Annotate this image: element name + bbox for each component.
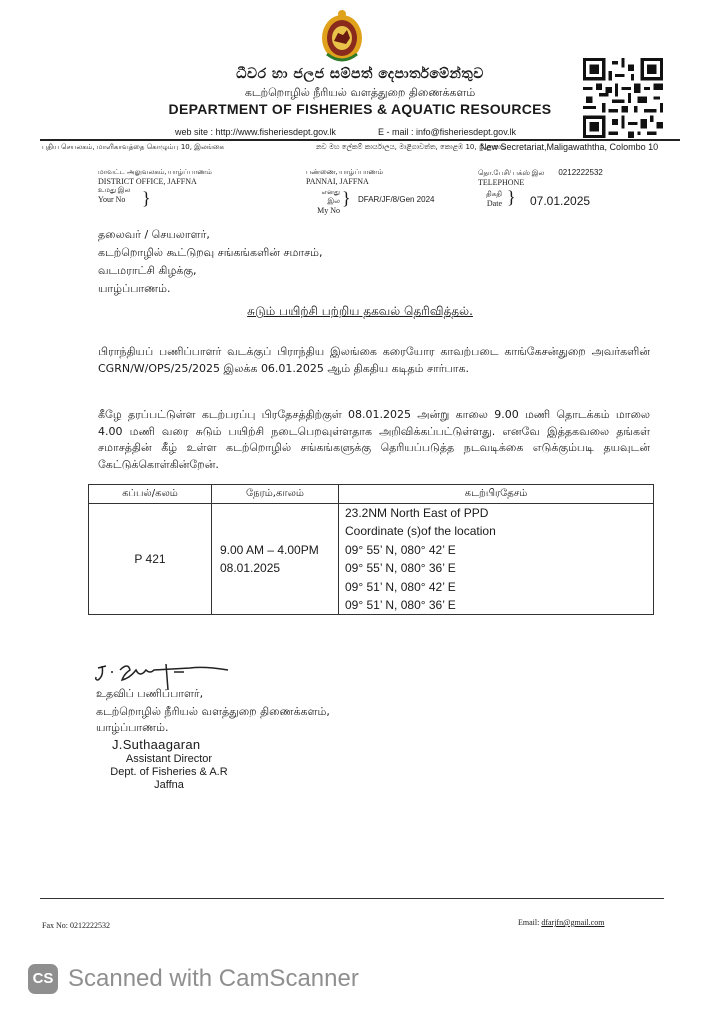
signatory-role: Assistant Director [125,753,213,765]
address-tamil: புதிய செயலகம், மாளிகாவத்தை கொழும்பு 10, இலங்கை [42,143,225,151]
firing-schedule-table [88,484,654,615]
signatory-dept-english: Dept. of Fisheries & A.R [110,766,228,778]
coordinate-point: 09° 55’ N, 080° 42’ E [345,542,456,557]
area-cell [339,504,654,615]
department-name-english: DEPARTMENT OF FISHERIES & AQUATIC RESOURCES [168,101,552,117]
my-no-value: DFAR/JF/8/Gen 2024 [358,195,435,204]
your-no-tamil: உமது இல [98,186,131,194]
telephone-block [478,168,603,187]
date-labels [480,190,502,208]
office-block [98,168,212,204]
coordinate-point: 09° 55’ N, 080° 36’ E [345,561,456,576]
paragraph-notice: கீழே தரப்பட்டுள்ள கடற்பரப்பு பிரதேசத்திற்குள் 08.01.2025 அன்று காலை 9.00 மணி தொடக்கம் மாலை 4.00 மணி வரை சுடும் பயிற்சி நடைபெறவுள்ளதாக அறிவிக்கப்பட்டுள்ளது. எனவே இத்தகவலை தங்கள் சமாசத்தின் கீழ் உள்ள கடற்றொழில் சங்கங்களுக்கு தெரியப்படுத்த நடவடிக்கை எடுக்கும்படி தயவுடன் கேட்டுக்கொள்கின்றேன். [98,408,650,471]
your-no-label: Your No [98,195,126,204]
fax-number: Fax No: 0212222532 [42,921,110,930]
address-english: New Secretariat,Maligawaththa, Colombo 10 [480,142,659,152]
telephone-tamil: தொ.பேசி/ பக்ஸ் இல [478,169,545,177]
footer-email-link[interactable]: dfarjfn@gmail.com [541,918,605,927]
signatory-city-tamil: யாழ்ப்பாணம். [96,721,169,734]
camscanner-logo-icon: CS [28,964,58,994]
recipient-line: கடற்றொழில் கூட்டுறவு சங்கங்களின் சமாசம், [98,246,323,259]
table-header-row [89,485,654,504]
office-tamil: மாவட்ட அலுவலகம், யாழ்ப்பாணம் [98,168,212,176]
signatory-title-tamil: உதவிப் பணிப்பாளர், [96,687,204,700]
date-tamil: திகதி [486,190,502,198]
recipient-line: யாழ்ப்பாணம். [98,282,171,295]
email-text: E - mail : info@fisheriesdept.gov.lk [378,127,517,137]
date-brace: } [507,187,516,207]
time-date: 08.01.2025 [220,561,281,576]
website-text: web site : http://www.fisheriesdept.gov.lk [175,127,336,137]
sri-lanka-emblem-icon [319,8,365,64]
telephone-value: 0212222532 [558,168,603,177]
my-no-labels [312,188,340,215]
your-no-brace: } [142,188,151,208]
recipient-line: வடமராட்சி கிழக்கு, [98,264,197,277]
footer-email [518,918,604,927]
area-coordinate-heading: Coordinate (s)of the location [345,524,496,539]
area-description: 23.2NM North East of PPD [345,506,489,520]
time-range: 9.00 AM – 4.00PM [220,543,319,558]
my-no-label: My No [317,206,340,215]
header-vessel: கப்பல்/கலம் [89,485,212,504]
vessel-cell: P 421 [89,504,212,615]
office-english: DISTRICT OFFICE, JAFFNA [98,177,197,186]
department-name-tamil: கடற்றொழில் நீரியல் வளத்துறை திணைக்களம் [244,86,476,99]
place-block [306,168,383,186]
recipient-address [98,226,323,298]
address-sinhala: නව මහ ලේකම් කාර්යාලය, මාළිගාවත්ත, කොළඹ 10, ශ්‍රී ලංකාව [316,143,507,151]
table-row [89,504,654,615]
header-time: நேரம்,காலம் [212,485,339,504]
signatory-dept-tamil: கடற்றொழில் நீரியல் வளத்துறை திணைக்களம், [96,705,330,718]
date-value: 07.01.2025 [530,194,591,208]
camscanner-watermark-text: Scanned with CamScanner [68,965,359,992]
header-area: கடற்பிரதேசம் [339,485,654,504]
coordinate-point: 09° 51’ N, 080° 42’ E [345,579,456,594]
time-cell [212,504,339,615]
subject-heading: சுடும் பயிற்சி பற்றிய தகவல் தெரிவித்தல். [247,304,473,318]
my-no-brace: } [342,188,351,208]
recipient-line: தலைவர் / செயலாளர், [98,228,210,241]
footer-divider [40,898,664,899]
coordinate-point: 09° 51’ N, 080° 36’ E [345,597,456,612]
department-name-sinhala: ධීවර හා ජලජ සම්පත් දෙපාර්තමේන්තුව [236,66,484,82]
date-label: Date [486,199,502,208]
my-no-tamil: எனது இல [321,188,340,205]
signatory-details [94,753,244,792]
telephone-label: TELEPHONE [478,178,525,187]
signatory-city-english: Jaffna [154,779,184,791]
qr-code-icon [583,58,663,138]
footer-email-label: Email: [518,918,540,927]
place-tamil: பண்ணை, யாழ்ப்பாணம் [306,168,384,176]
paragraph-reference: பிராந்தியப் பணிப்பாளர் வடக்குப் பிராந்திய இலங்கை கரையோர காவற்படை காங்கேசன்துறை அவர்களின் CGRN/W/OPS/25/2025 இலக்க 06.01.2025 ஆம் திகதிய கடிதம் சார்பாக. [98,345,650,375]
header-divider [40,139,680,141]
place-english: PANNAI, JAFFNA [306,177,369,186]
signatory-name: J.Suthaagaran [112,737,201,752]
